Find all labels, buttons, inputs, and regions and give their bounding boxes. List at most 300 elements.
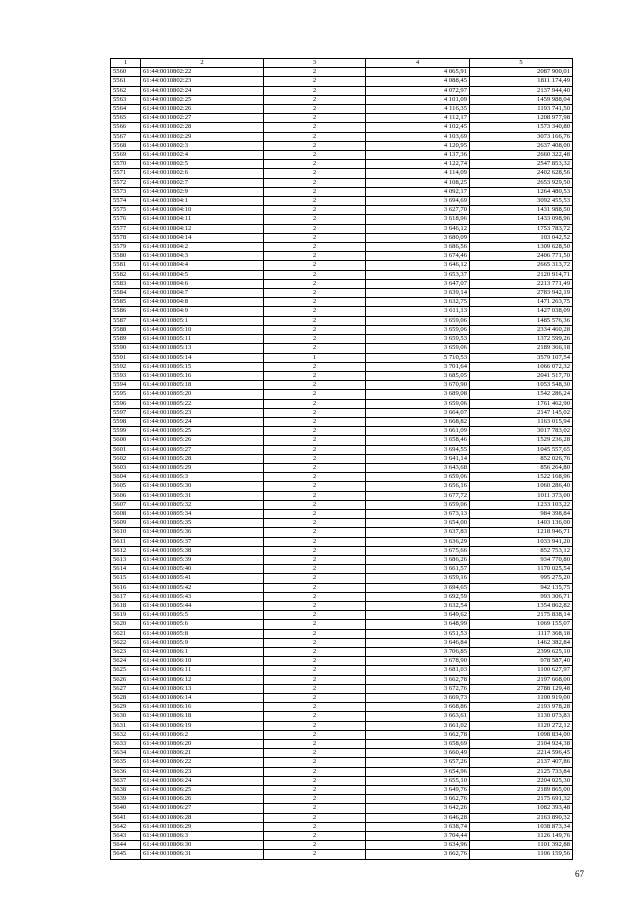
table-row [111,436,573,445]
cadastral-number-cell: 61:44:0010806:25 [141,786,264,795]
specific-value-cell: 3 692,59 [366,592,470,601]
table-row [111,252,573,261]
specific-value-cell: 3 663,61 [366,712,470,721]
group-cell: 1 [264,353,366,362]
specific-value-cell: 3 678,90 [366,657,470,666]
row-number-cell: 5644 [111,841,141,850]
table-row [111,325,573,334]
specific-value-cell: 4 072,97 [366,86,470,95]
cadastral-number-cell: 61:44:0010802:9 [141,187,264,196]
table-row [111,648,573,657]
specific-value-cell: 3 651,53 [366,629,470,638]
table-row [111,123,573,132]
column-header-1: 1 [111,59,141,68]
row-number-cell: 5638 [111,786,141,795]
specific-value-cell: 3 646,12 [366,224,470,233]
table-row [111,261,573,270]
specific-value-cell: 3 659,16 [366,574,470,583]
specific-value-cell: 4 137,36 [366,151,470,160]
table-row [111,86,573,95]
row-number-cell: 5641 [111,813,141,822]
page-number: 67 [575,869,584,879]
specific-value-cell: 3 649,76 [366,786,470,795]
group-cell: 2 [264,289,366,298]
cadastral-number-cell: 61:44:0010804:14 [141,233,264,242]
group-cell: 2 [264,261,366,270]
table-row [111,224,573,233]
row-number-cell: 5642 [111,822,141,831]
cadastral-number-cell: 61:44:0010805:36 [141,528,264,537]
cadastral-value-cell: 852 753,12 [470,546,573,555]
group-cell: 2 [264,786,366,795]
cadastral-value-cell: 1811 174,49 [470,77,573,86]
specific-value-cell: 4 102,45 [366,123,470,132]
cadastral-value-cell: 2783 942,19 [470,289,573,298]
row-number-cell: 5620 [111,620,141,629]
row-number-cell: 5637 [111,776,141,785]
table-row [111,279,573,288]
cadastral-number-cell: 61:44:0010805:24 [141,417,264,426]
row-number-cell: 5564 [111,105,141,114]
table-row [111,132,573,141]
specific-value-cell: 4 122,74 [366,160,470,169]
table-row [111,694,573,703]
cadastral-number-cell: 61:44:0010806:14 [141,694,264,703]
row-number-cell: 5633 [111,740,141,749]
table-row [111,537,573,546]
table-row [111,482,573,491]
group-cell: 2 [264,427,366,436]
cadastral-value-cell: 2399 625,10 [470,648,573,657]
group-cell: 2 [264,169,366,178]
cadastral-value-cell: 1100 627,97 [470,666,573,675]
cadastral-number-cell: 61:44:0010805:20 [141,390,264,399]
cadastral-value-cell: 1193 741,50 [470,105,573,114]
specific-value-cell: 3 658,46 [366,436,470,445]
row-number-cell: 5567 [111,132,141,141]
cadastral-number-cell: 61:44:0010805:26 [141,436,264,445]
row-number-cell: 5611 [111,537,141,546]
cadastral-number-cell: 61:44:0010806:10 [141,657,264,666]
specific-value-cell: 3 655,10 [366,776,470,785]
row-number-cell: 5610 [111,528,141,537]
cadastral-value-cell: 1264 480,53 [470,187,573,196]
group-cell: 2 [264,841,366,850]
cadastral-number-cell: 61:44:0010806:30 [141,841,264,850]
cadastral-number-cell: 61:44:0010804:10 [141,206,264,215]
group-cell: 2 [264,270,366,279]
table-row [111,804,573,813]
cadastral-number-cell: 61:44:0010805:18 [141,381,264,390]
group-cell: 2 [264,344,366,353]
cadastral-value-cell: 934 770,80 [470,555,573,564]
specific-value-cell: 3 689,08 [366,390,470,399]
table-row [111,335,573,344]
cadastral-value-cell: 3073 166,76 [470,132,573,141]
group-cell: 2 [264,832,366,841]
cadastral-value-cell: 2660 322,48 [470,151,573,160]
group-cell: 2 [264,648,366,657]
specific-value-cell: 3 668,86 [366,703,470,712]
table-row [111,178,573,187]
specific-value-cell: 3 643,68 [366,463,470,472]
cadastral-number-cell: 61:44:0010806:12 [141,675,264,684]
cadastral-value-cell: 993 306,71 [470,592,573,601]
group-cell: 2 [264,574,366,583]
table-row [111,141,573,150]
cadastral-value-cell: 1522 168,96 [470,473,573,482]
cadastral-number-cell: 61:44:0010802:27 [141,114,264,123]
cadastral-value-cell: 1066 072,32 [470,362,573,371]
cadastral-value-cell: 1372 599,26 [470,335,573,344]
group-cell: 2 [264,601,366,610]
column-header-4: 4 [366,59,470,68]
table-row [111,850,573,859]
specific-value-cell: 3 659,06 [366,500,470,509]
cadastral-number-cell: 61:44:0010802:22 [141,68,264,77]
specific-value-cell: 3 647,07 [366,279,470,288]
table-row [111,601,573,610]
cadastral-number-cell: 61:44:0010804:4 [141,261,264,270]
table-row [111,399,573,408]
row-number-cell: 5585 [111,298,141,307]
table-row [111,353,573,362]
specific-value-cell: 3 668,82 [366,417,470,426]
cadastral-value-cell: 2334 460,28 [470,325,573,334]
row-number-cell: 5583 [111,279,141,288]
cadastral-number-cell: 61:44:0010805:16 [141,371,264,380]
specific-value-cell: 3 638,74 [366,822,470,831]
cadastral-number-cell: 61:44:0010806:24 [141,776,264,785]
cadastral-value-cell: 2788 129,48 [470,684,573,693]
cadastral-value-cell: 1218 946,71 [470,528,573,537]
cadastral-number-cell: 61:44:0010806:13 [141,684,264,693]
cadastral-value-cell: 1485 576,36 [470,316,573,325]
group-cell: 2 [264,298,366,307]
group-cell: 2 [264,325,366,334]
column-header-3: 3 [264,59,366,68]
row-number-cell: 5599 [111,427,141,436]
table-row [111,417,573,426]
row-number-cell: 5639 [111,795,141,804]
cadastral-value-cell: 1573 340,80 [470,123,573,132]
specific-value-cell: 3 704,44 [366,832,470,841]
group-cell: 2 [264,703,366,712]
group-cell: 2 [264,178,366,187]
cadastral-value-cell: 1761 462,90 [470,399,573,408]
group-cell: 2 [264,224,366,233]
table-row [111,77,573,86]
group-cell: 2 [264,537,366,546]
cadastral-number-cell: 61:44:0010806:19 [141,721,264,730]
cadastral-number-cell: 61:44:0010806:1 [141,648,264,657]
group-cell: 2 [264,638,366,647]
cadastral-value-cell: 1060 286,40 [470,482,573,491]
cadastral-value-cell: 2163 890,32 [470,813,573,822]
group-cell: 2 [264,482,366,491]
table-row [111,95,573,104]
group-cell: 2 [264,684,366,693]
specific-value-cell: 4 065,91 [366,68,470,77]
table-row [111,206,573,215]
table-row [111,344,573,353]
row-number-cell: 5616 [111,583,141,592]
group-cell: 2 [264,243,366,252]
cadastral-value-cell: 2189 865,00 [470,786,573,795]
table-row [111,289,573,298]
row-number-cell: 5590 [111,344,141,353]
specific-value-cell: 3 618,96 [366,215,470,224]
table-header-row [111,59,573,68]
row-number-cell: 5629 [111,703,141,712]
cadastral-number-cell: 61:44:0010805:44 [141,601,264,610]
group-cell: 2 [264,454,366,463]
specific-value-cell: 3 701,64 [366,362,470,371]
specific-value-cell: 4 120,95 [366,141,470,150]
row-number-cell: 5580 [111,252,141,261]
group-cell: 2 [264,473,366,482]
specific-value-cell: 3 674,46 [366,252,470,261]
cadastral-value-cell: 3092 455,53 [470,197,573,206]
cadastral-value-cell: 1431 988,50 [470,206,573,215]
group-cell: 2 [264,528,366,537]
row-number-cell: 5562 [111,86,141,95]
cadastral-value-cell: 1117 368,18 [470,629,573,638]
row-number-cell: 5609 [111,519,141,528]
cadastral-number-cell: 61:44:0010806:21 [141,749,264,758]
cadastral-value-cell: 1471 263,75 [470,298,573,307]
group-cell: 2 [264,509,366,518]
specific-value-cell: 3 659,06 [366,399,470,408]
table-row [111,68,573,77]
table-row [111,151,573,160]
table-row [111,832,573,841]
group-cell: 2 [264,491,366,500]
group-cell: 2 [264,399,366,408]
cadastral-number-cell: 61:44:0010802:28 [141,123,264,132]
cadastral-number-cell: 61:44:0010802:23 [141,77,264,86]
table-row [111,215,573,224]
cadastral-value-cell: 978 587,40 [470,657,573,666]
cadastral-value-cell: 3017 783,02 [470,427,573,436]
cadastral-value-cell: 1053 548,30 [470,381,573,390]
table-row [111,666,573,675]
group-cell: 2 [264,813,366,822]
group-cell: 2 [264,68,366,77]
row-number-cell: 5602 [111,454,141,463]
table-row [111,243,573,252]
cadastral-number-cell: 61:44:0010805:37 [141,537,264,546]
table-row [111,197,573,206]
cadastral-number-cell: 61:44:0010805:5 [141,611,264,620]
table-row [111,381,573,390]
row-number-cell: 5586 [111,307,141,316]
table-row [111,583,573,592]
row-number-cell: 5587 [111,316,141,325]
cadastral-value-cell: 1098 834,00 [470,730,573,739]
row-number-cell: 5623 [111,648,141,657]
group-cell: 2 [264,804,366,813]
cadastral-number-cell: 61:44:0010802:3 [141,141,264,150]
row-number-cell: 5592 [111,362,141,371]
table-row [111,270,573,279]
cadastral-number-cell: 61:44:0010806:16 [141,703,264,712]
cadastral-value-cell: 103 042,52 [470,233,573,242]
table-row [111,114,573,123]
group-cell: 2 [264,592,366,601]
row-number-cell: 5574 [111,197,141,206]
table-row [111,371,573,380]
group-cell: 2 [264,795,366,804]
row-number-cell: 5643 [111,832,141,841]
row-number-cell: 5606 [111,491,141,500]
specific-value-cell: 4 112,17 [366,114,470,123]
cadastral-value-cell: 1354 862,82 [470,601,573,610]
specific-value-cell: 3 646,28 [366,813,470,822]
table-row [111,500,573,509]
group-cell: 2 [264,675,366,684]
specific-value-cell: 3 669,73 [366,694,470,703]
table-row [111,509,573,518]
table-row [111,454,573,463]
row-number-cell: 5628 [111,694,141,703]
cadastral-number-cell: 61:44:0010805:13 [141,344,264,353]
group-cell: 2 [264,657,366,666]
row-number-cell: 5600 [111,436,141,445]
cadastral-value-cell: 1403 136,00 [470,519,573,528]
cadastral-number-cell: 61:44:0010805:43 [141,592,264,601]
cadastral-value-cell: 1309 628,50 [470,243,573,252]
table-row [111,574,573,583]
group-cell: 2 [264,740,366,749]
row-number-cell: 5608 [111,509,141,518]
cadastral-value-cell: 2214 596,45 [470,749,573,758]
specific-value-cell: 3 673,13 [366,509,470,518]
cadastral-value-cell: 1208 977,98 [470,114,573,123]
group-cell: 2 [264,132,366,141]
specific-value-cell: 3 662,76 [366,795,470,804]
row-number-cell: 5613 [111,555,141,564]
table-row [111,427,573,436]
cadastral-number-cell: 61:44:0010805:38 [141,546,264,555]
cadastral-value-cell: 2137 944,40 [470,86,573,95]
row-number-cell: 5581 [111,261,141,270]
specific-value-cell: 3 658,69 [366,740,470,749]
row-number-cell: 5621 [111,629,141,638]
cadastral-value-cell: 1120 272,12 [470,721,573,730]
specific-value-cell: 3 680,09 [366,233,470,242]
cadastral-value-cell: 2175 838,14 [470,611,573,620]
row-number-cell: 5588 [111,325,141,334]
cadastral-number-cell: 61:44:0010805:39 [141,555,264,564]
cadastral-value-cell: 2087 900,01 [470,68,573,77]
cadastral-value-cell: 2665 313,72 [470,261,573,270]
group-cell: 2 [264,666,366,675]
cadastral-number-cell: 61:44:0010804:9 [141,307,264,316]
specific-value-cell: 3 694,65 [366,583,470,592]
cadastral-value-cell: 2213 771,49 [470,279,573,288]
row-number-cell: 5636 [111,767,141,776]
group-cell: 2 [264,215,366,224]
row-number-cell: 5589 [111,335,141,344]
cadastral-value-cell: 1011 373,00 [470,491,573,500]
group-cell: 2 [264,160,366,169]
cadastral-value-cell: 2197 668,00 [470,675,573,684]
cadastral-number-cell: 61:44:0010802:25 [141,95,264,104]
cadastral-number-cell: 61:44:0010804:7 [141,289,264,298]
row-number-cell: 5626 [111,675,141,684]
table-row [111,546,573,555]
group-cell: 2 [264,307,366,316]
specific-value-cell: 3 656,16 [366,482,470,491]
table-row [111,657,573,666]
row-number-cell: 5605 [111,482,141,491]
row-number-cell: 5631 [111,721,141,730]
cadastral-number-cell: 61:44:0010805:28 [141,454,264,463]
specific-value-cell: 4 088,45 [366,77,470,86]
cadastral-value-cell: 2637 408,00 [470,141,573,150]
table-row [111,786,573,795]
cadastral-value-cell: 2406 771,50 [470,252,573,261]
cadastral-number-cell: 61:44:0010804:3 [141,252,264,261]
specific-value-cell: 3 653,37 [366,270,470,279]
row-number-cell: 5596 [111,399,141,408]
cadastral-number-cell: 61:44:0010805:22 [141,399,264,408]
row-number-cell: 5634 [111,749,141,758]
specific-value-cell: 4 116,35 [366,105,470,114]
cadastral-value-cell: 1462 382,84 [470,638,573,647]
table-row [111,841,573,850]
cadastral-value-cell: 1433 098,96 [470,215,573,224]
specific-value-cell: 3 686,26 [366,555,470,564]
specific-value-cell: 3 662,76 [366,850,470,859]
cadastral-number-cell: 61:44:0010805:29 [141,463,264,472]
specific-value-cell: 3 686,56 [366,243,470,252]
cadastral-value-cell: 2204 025,30 [470,776,573,785]
cadastral-value-cell: 852 026,76 [470,454,573,463]
table-row [111,795,573,804]
cadastral-number-cell: 61:44:0010805:11 [141,335,264,344]
table-row [111,740,573,749]
row-number-cell: 5630 [111,712,141,721]
cadastral-number-cell: 61:44:0010805:25 [141,427,264,436]
row-number-cell: 5622 [111,638,141,647]
table-row [111,555,573,564]
cadastral-number-cell: 61:44:0010805:41 [141,574,264,583]
row-number-cell: 5575 [111,206,141,215]
group-cell: 2 [264,233,366,242]
specific-value-cell: 4 101,09 [366,95,470,104]
table-row [111,491,573,500]
cadastral-number-cell: 61:44:0010804:12 [141,224,264,233]
group-cell: 2 [264,611,366,620]
specific-value-cell: 3 670,90 [366,381,470,390]
group-cell: 2 [264,114,366,123]
cadastral-value-cell: 2041 517,70 [470,371,573,380]
row-number-cell: 5632 [111,730,141,739]
cadastral-value-cell: 1427 038,09 [470,307,573,316]
group-cell: 2 [264,712,366,721]
table-row [111,519,573,528]
row-number-cell: 5612 [111,546,141,555]
table-row [111,767,573,776]
cadastral-value-table [110,58,573,860]
cadastral-value-cell: 1130 073,83 [470,712,573,721]
specific-value-cell: 3 654,96 [366,767,470,776]
specific-value-cell: 3 675,66 [366,546,470,555]
row-number-cell: 5582 [111,270,141,279]
table-row [111,445,573,454]
